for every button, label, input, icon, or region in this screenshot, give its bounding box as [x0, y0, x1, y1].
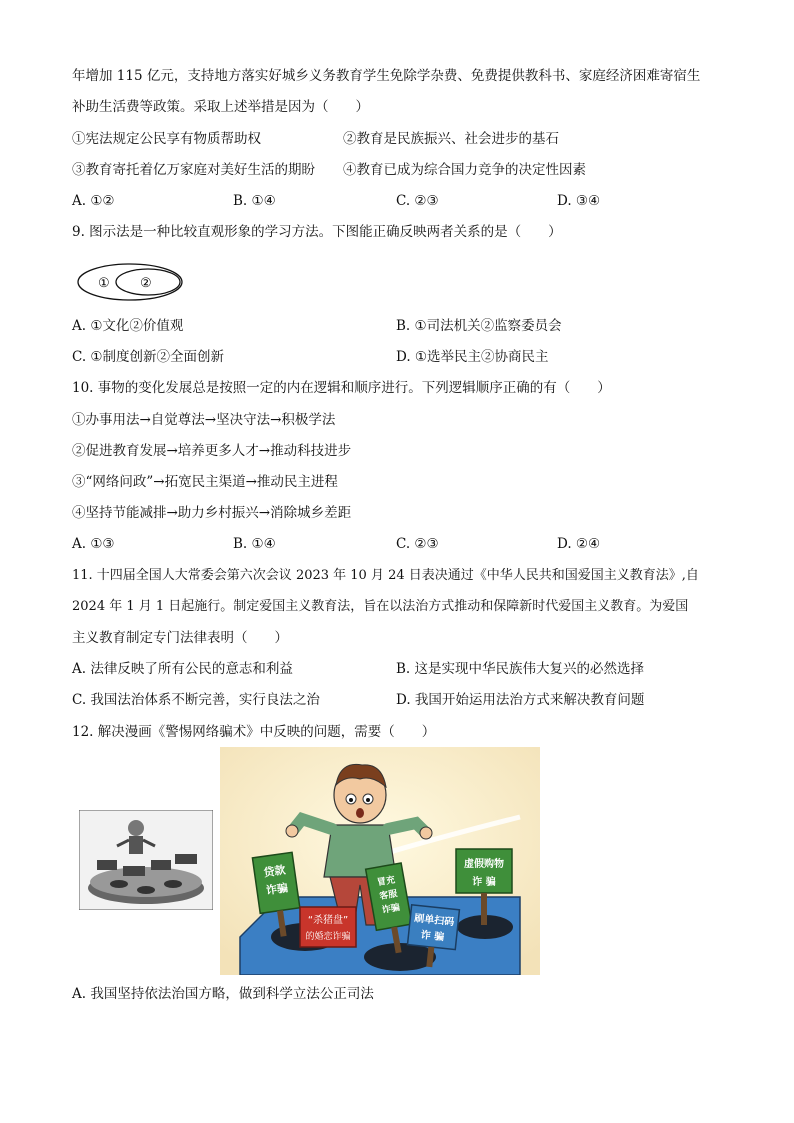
- sign-order-brushing-2: 诈 骗: [420, 929, 445, 944]
- sign-fake-service-1: 冒充: [376, 875, 396, 889]
- q11-stem-line2: 2024 年 1 月 1 日起施行。制定爱国主义教育法，旨在以法治方式推动和保障新时代爱国主义教育。为爱国: [72, 599, 689, 614]
- q9-diagram-inner-label: ②: [140, 276, 152, 291]
- q9-option-c[interactable]: C. ①制度创新②全面创新: [72, 349, 225, 365]
- q10-statement-4: ④坚持节能减排→助力乡村振兴→消除城乡差距: [72, 505, 352, 521]
- q9-nested-ellipse-diagram: [76, 262, 184, 302]
- q10-statement-1: ①办事用法→自觉尊法→坚决守法→积极学法: [72, 412, 336, 428]
- q8-option-a[interactable]: A. ①②: [72, 193, 115, 209]
- q10-option-a[interactable]: A. ①③: [72, 536, 115, 552]
- q11-stem-line1: 11. 十四届全国人大常委会第六次会议 2023 年 10 月 24 日表决通过《中华人民共和国爱国主义教育法》,自: [72, 568, 699, 583]
- q8-option-c[interactable]: C. ②③: [396, 193, 439, 209]
- q12-stem: 12. 解决漫画《警惕网络骗术》中反映的问题，需要（ ）: [72, 724, 436, 740]
- sign-order-brushing-1: 刷单扫码: [413, 913, 455, 929]
- sign-fake-service-2: 客服: [378, 889, 399, 903]
- q9-stem: 9. 图示法是一种比较直观形象的学习方法。下图能正确反映两者关系的是（ ）: [72, 224, 562, 240]
- q8-stem-line2: 补助生活费等政策。采取上述举措是因为（ ）: [72, 99, 369, 115]
- sign-fake-shopping-1: 虚假购物: [464, 859, 504, 870]
- q10-statement-2: ②促进教育发展→培养更多人才→推动科技进步: [72, 443, 352, 459]
- sign-fake-service-3: 诈骗: [381, 902, 401, 916]
- q8-statement-1: ①宪法规定公民享有物质帮助权: [72, 131, 261, 147]
- q11-option-a[interactable]: A. 法律反映了所有公民的意志和利益: [72, 661, 293, 677]
- q12-cartoon-beware-online-fraud: [220, 747, 540, 975]
- q10-option-c[interactable]: C. ②③: [396, 536, 439, 552]
- q10-statement-3: ③“网络问政”→拓宽民主渠道→推动民主进程: [72, 474, 338, 490]
- q8-stem-line1: 年增加 115 亿元，支持地方落实好城乡义务教育学生免除学杂费、免费提供教科书、家庭经济困难寄宿生: [72, 68, 701, 84]
- q8-statement-3: ③教育寄托着亿万家庭对美好生活的期盼: [72, 162, 315, 178]
- q11-option-b[interactable]: B. 这是实现中华民族伟大复兴的必然选择: [396, 661, 645, 677]
- q10-option-b[interactable]: B. ①④: [233, 536, 276, 552]
- q8-option-b[interactable]: B. ①④: [233, 193, 276, 209]
- q9-option-a[interactable]: A. ①文化②价值观: [72, 318, 184, 334]
- q8-statement-4: ④教育已成为综合国力竞争的决定性因素: [343, 162, 586, 178]
- q9-option-d[interactable]: D. ①选举民主②协商民主: [396, 349, 549, 365]
- q11-option-c[interactable]: C. 我国法治体系不断完善，实行良法之治: [72, 692, 320, 708]
- q11-option-d[interactable]: D. 我国开始运用法治方式来解决教育问题: [396, 692, 645, 708]
- sign-loan-fraud-2: 诈骗: [265, 881, 289, 898]
- q8-statement-2: ②教育是民族振兴、社会进步的基石: [343, 131, 559, 147]
- q12-cartoon-thumbnail: [79, 810, 213, 910]
- sign-loan-fraud-1: 贷款: [262, 863, 287, 880]
- sign-romance-scam-2: 的婚恋诈骗: [305, 932, 351, 942]
- q12-option-a[interactable]: A. 我国坚持依法治国方略，做到科学立法公正司法: [72, 986, 374, 1002]
- q10-option-d[interactable]: D. ②④: [557, 536, 601, 552]
- q9-diagram-outer-label: ①: [98, 276, 110, 291]
- sign-romance-scam-1: “杀猪盘”: [307, 915, 349, 926]
- q10-stem: 10. 事物的变化发展总是按照一定的内在逻辑和顺序进行。下列逻辑顺序正确的有（ ）: [72, 380, 611, 396]
- q8-option-d[interactable]: D. ③④: [557, 193, 601, 209]
- q9-option-b[interactable]: B. ①司法机关②监察委员会: [396, 318, 562, 334]
- q11-stem-line3: 主义教育制定专门法律表明（ ）: [72, 630, 288, 646]
- sign-fake-shopping-2: 诈 骗: [472, 877, 496, 888]
